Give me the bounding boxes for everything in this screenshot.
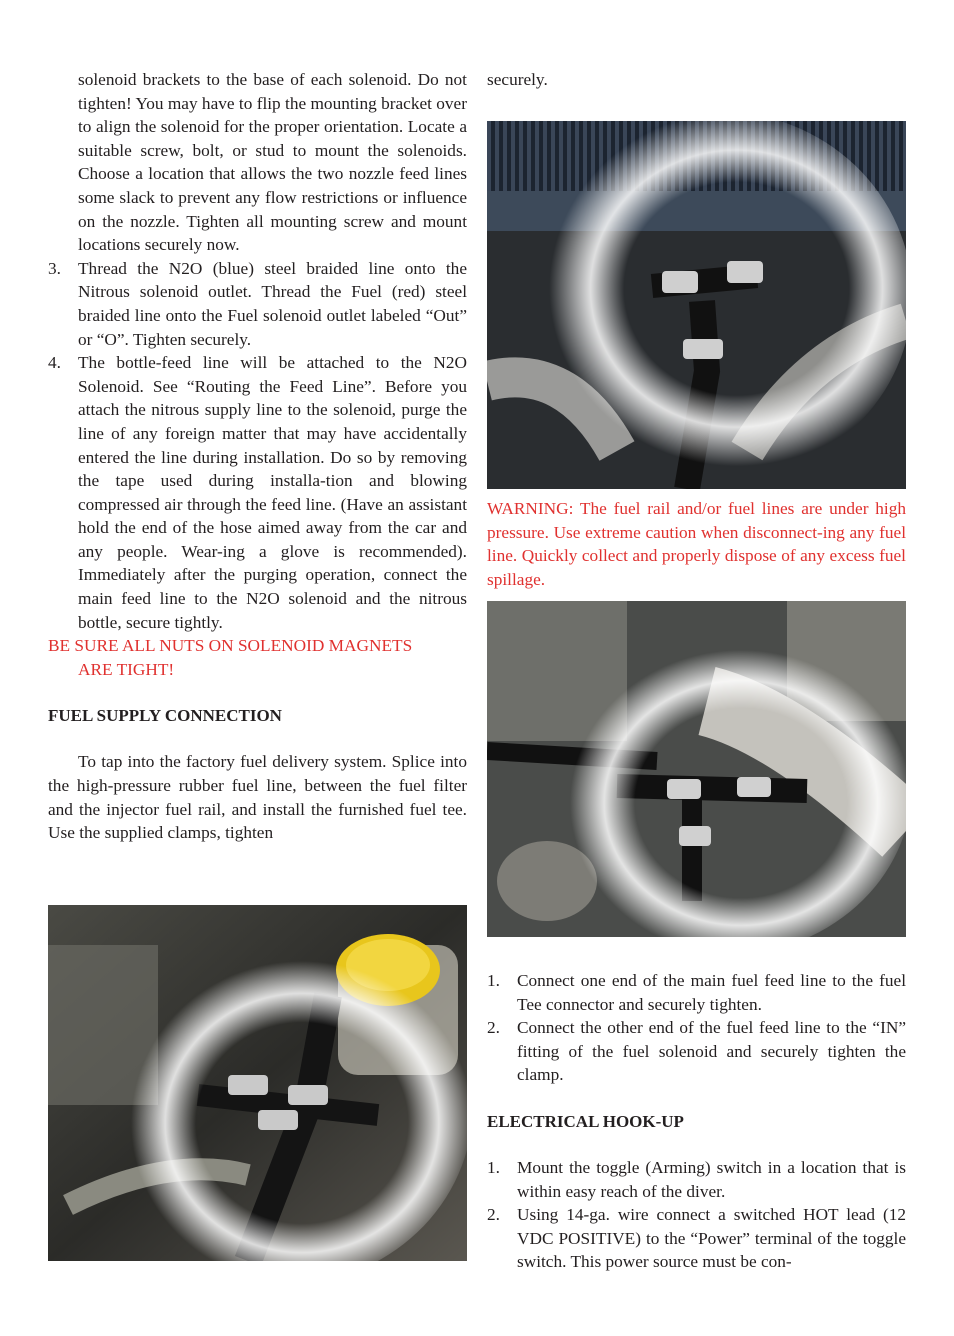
caution-line-1: BE SURE ALL NUTS ON SOLENOID MAGNETS [48,636,413,656]
fuel-tee-photo [48,905,467,1261]
fuel-step-1 [487,969,906,1016]
fuel-supply-paragraph: To tap into the factory fuel delivery system. Splice into the high-pressure rubber fuel line, between the fuel filter and the injector fuel rail, and install the furnished fuel tee. Use the supplied clamps, tighten [48,752,467,843]
fuel-tee-installed-photo [487,601,906,937]
caution-line-2: ARE TIGHT! [78,659,175,679]
step-text: Thread the N2O (blue) steel braided line onto the Nitrous solenoid outlet. Thread the Fuel (red) steel braided line onto the Fuel solenoid outlet labeled “Out” or “O”. Tighten securely. [78,258,467,349]
step-number: 2. [487,1205,500,1225]
electrical-step-1 [487,1156,906,1203]
intro-continued: solenoid brackets to the base of each solenoid. Do not tighten! You may have to flip the mounting bracket over to align the solenoid for the proper orientation. Locate a suitable screw, bolt, or stud to mount the solenoids. Choose a location that allows the two nozzle feed lines some slack to prevent any flow restrictions or influence on the nozzle. Tighten all mounting screw and mount locations securely now. [78,70,467,255]
fuel-supply-heading: FUEL SUPPLY CONNECTION [48,706,282,726]
step-number: 3. [48,258,61,278]
step-3 [48,257,467,351]
electrical-step-2 [487,1203,906,1274]
continued-text: securely. [487,70,548,89]
step-number: 2. [487,1018,500,1038]
step-number: 1. [487,971,500,990]
warning-text: WARNING: The fuel rail and/or fuel lines are under high pressure. Use extreme caution when disconnect-ing any fuel line. Quickly collect and properly dispose of any excess fuel spillage. [487,499,906,589]
right-column-top [487,68,906,92]
step-text: The bottle-feed line will be attached to the N2O Solenoid. See “Routing the Feed Line”. Before you attach the nitrous supply line to the solenoid, purge the line of any foreign matter that may have accidentally entered the line during installation. Do so by removing the tape used during installa-tion and blowing compressed air through the feed line. (Have an assistant hold the end of the hose aimed away from the car and any people. Wear-ing a glove is recommended). Immediately after the purging operation, connect the main feed line to the N2O solenoid and the nitrous bottle, secure tightly. [78,353,467,632]
step-number: 1. [487,1157,500,1177]
step-text: Mount the toggle (Arming) switch in a location that is within easy reach of the diver. [517,1157,906,1201]
step-text: Connect the other end of the fuel feed line to the “IN” fitting of the fuel solenoid and securely tighten the clamp. [517,1018,906,1085]
fuel-line-tee-photo [487,121,906,489]
step-text: Using 14-ga. wire connect a switched HOT lead (12 VDC POSITIVE) to the “Power” terminal of the toggle switch. This power source must be con- [517,1205,906,1272]
right-column-lower [487,969,906,1274]
step-4 [48,351,467,634]
warning-block [487,497,906,591]
fuel-step-2 [487,1016,906,1087]
electrical-heading: ELECTRICAL HOOK-UP [487,1111,684,1131]
left-column [48,68,467,845]
step-text: Connect one end of the main fuel feed line to the fuel Tee connector and securely tighten. [517,971,906,1014]
step-number: 4. [48,353,61,373]
